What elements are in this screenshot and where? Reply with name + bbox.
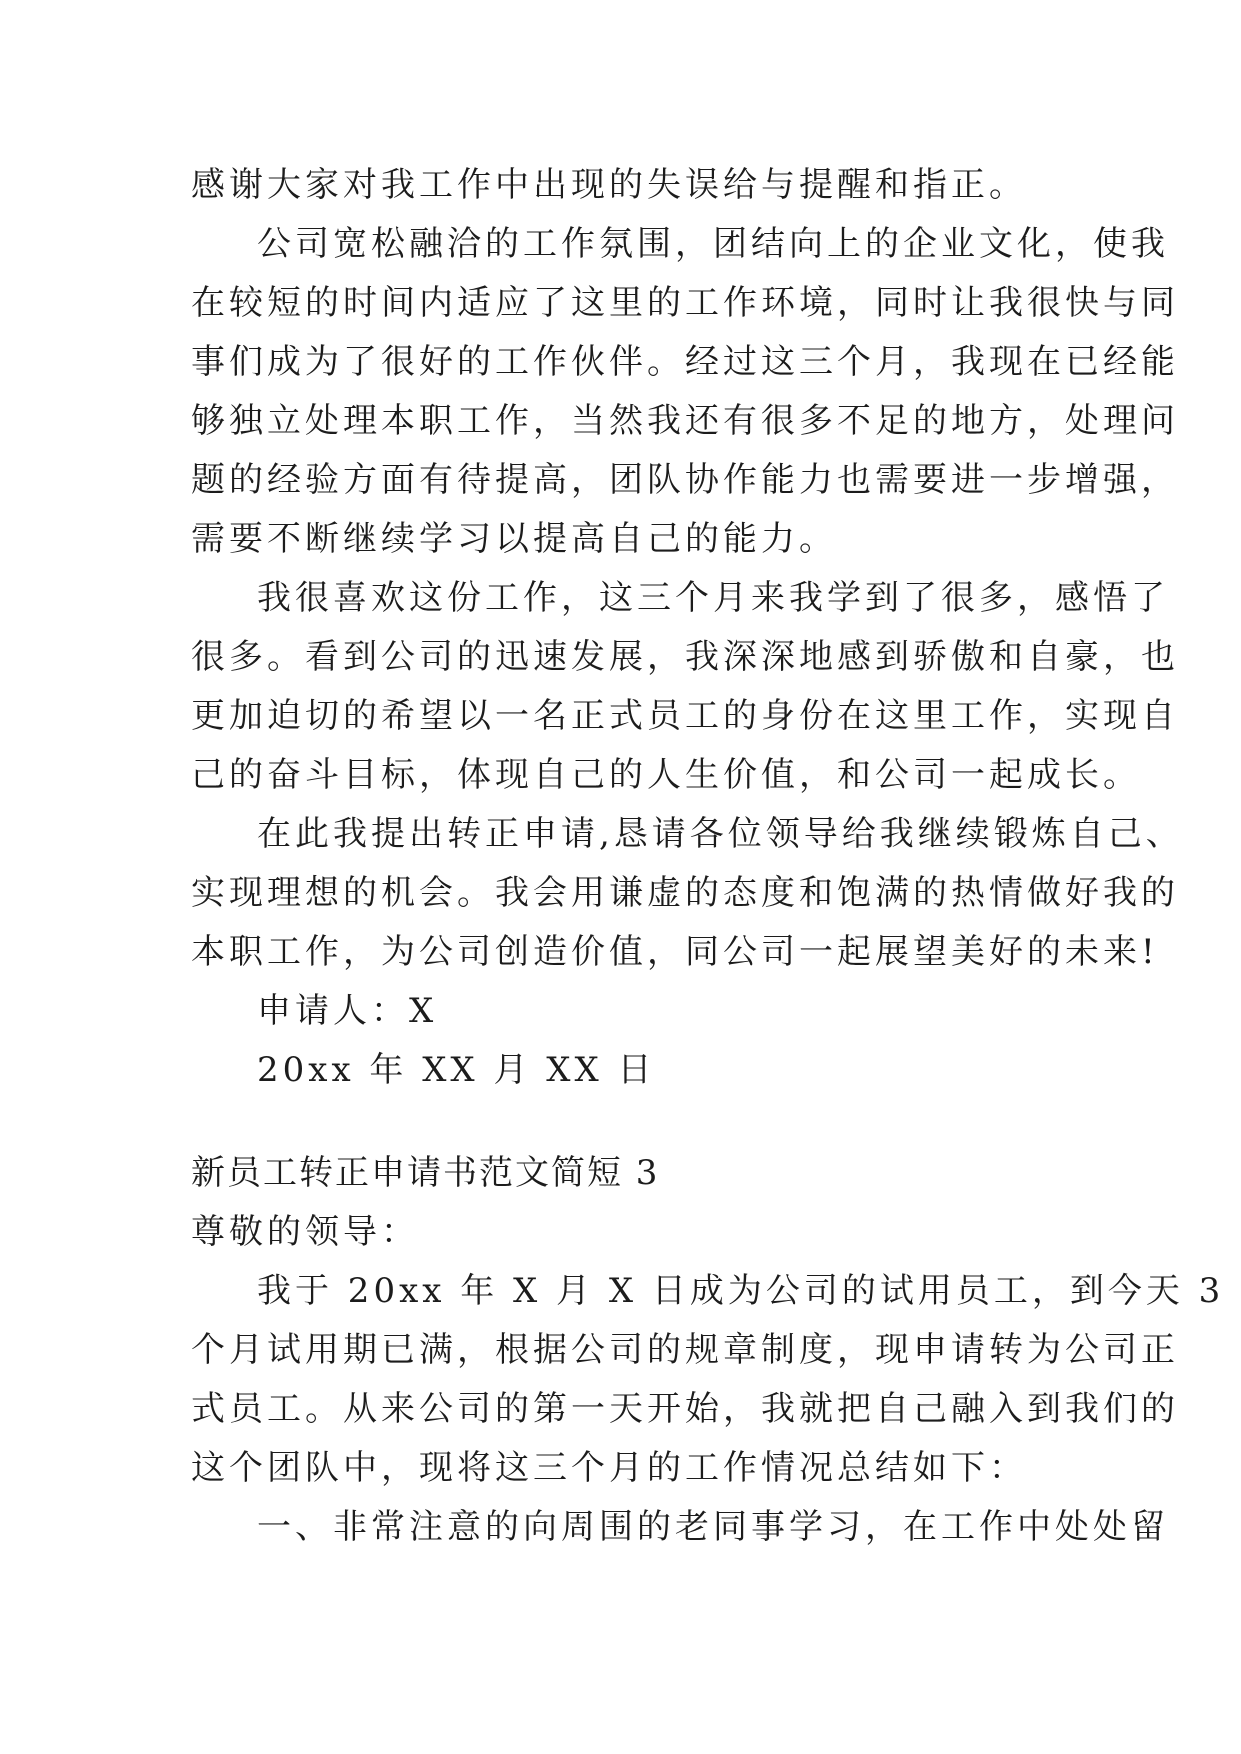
text-line: 式员工。从来公司的第一天开始，我就把自己融入到我们的 [191,1389,1179,1429]
text-line: 这个团队中，现将这三个月的工作情况总结如下： [191,1448,1027,1488]
text-line: 本职工作，为公司创造价值，同公司一起展望美好的未来! [191,932,1159,972]
paragraph-start: 我很喜欢这份工作，这三个月来我学到了很多，感悟了 [257,578,1169,618]
salutation: 尊敬的领导： [191,1212,419,1252]
paragraph-start: 一、非常注意的向周围的老同事学习，在工作中处处留 [257,1507,1169,1547]
applicant-signature: 申请人：X [257,991,438,1031]
section-title: 新员工转正申请书范文简短 3 [191,1153,660,1193]
paragraph-start: 公司宽松融洽的工作氛围，团结向上的企业文化，使我 [257,224,1169,264]
application-date: 20xx 年 XX 月 XX 日 [257,1050,656,1090]
text-line: 己的奋斗目标，体现自己的人生价值，和公司一起成长。 [191,755,1141,795]
text-line: 更加迫切的希望以一名正式员工的身份在这里工作，实现自 [191,696,1179,736]
text-line: 需要不断继续学习以提高自己的能力。 [191,519,837,559]
text-line: 在较短的时间内适应了这里的工作环境，同时让我很快与同 [191,283,1179,323]
text-line: 够独立处理本职工作，当然我还有很多不足的地方，处理问 [191,401,1179,441]
paragraph-start: 我于 20xx 年 X 月 X 日成为公司的试用员工，到今天 3 [257,1271,1225,1311]
text-line: 实现理想的机会。我会用谦虚的态度和饱满的热情做好我的 [191,873,1179,913]
text-line: 事们成为了很好的工作伙伴。经过这三个月，我现在已经能 [191,342,1179,382]
text-line: 个月试用期已满，根据公司的规章制度，现申请转为公司正 [191,1330,1179,1370]
text-line: 题的经验方面有待提高，团队协作能力也需要进一步增强， [191,460,1179,500]
text-line: 很多。看到公司的迅速发展，我深深地感到骄傲和自豪，也 [191,637,1179,677]
text-line: 感谢大家对我工作中出现的失误给与提醒和指正。 [191,165,1027,205]
paragraph-start: 在此我提出转正申请,恳请各位领导给我继续锻炼自己、 [257,814,1184,854]
